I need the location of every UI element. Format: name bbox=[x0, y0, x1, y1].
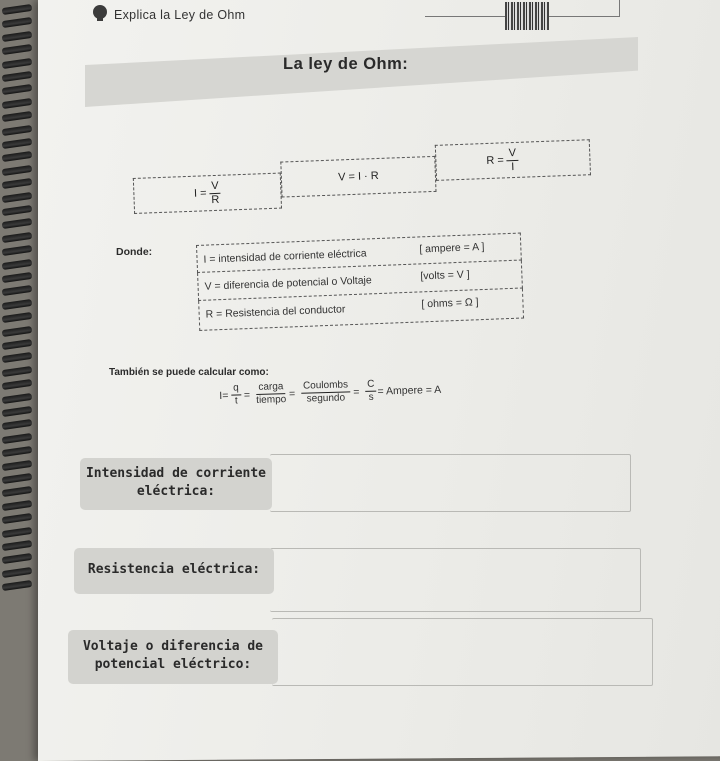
spiral-coil bbox=[2, 446, 33, 457]
header-title: Explica la Ley de Ohm bbox=[114, 8, 246, 22]
spiral-coil bbox=[2, 500, 33, 511]
fraction-numerator: C bbox=[365, 380, 377, 392]
spiral-coil bbox=[2, 285, 33, 296]
spiral-coil bbox=[2, 71, 33, 82]
fraction-numerator: V bbox=[209, 180, 221, 193]
formula-voltage-text: V = I · R bbox=[337, 169, 379, 184]
spiral-coil bbox=[2, 232, 33, 243]
spiral-coil bbox=[2, 205, 33, 216]
definition-unit: [volts = V ] bbox=[420, 268, 470, 283]
answer-area-voltage bbox=[272, 618, 653, 686]
definition-unit: [ ohms = Ω ] bbox=[421, 296, 479, 311]
spiral-coil bbox=[2, 138, 33, 149]
page-title: La ley de Ohm: bbox=[283, 55, 409, 73]
equation-fraction-c-s bbox=[365, 380, 377, 403]
donde-label: Donde: bbox=[116, 246, 153, 258]
fraction-numerator: q bbox=[231, 383, 241, 395]
spiral-coil bbox=[2, 473, 33, 484]
spiral-coil bbox=[2, 527, 33, 538]
spiral-coil bbox=[2, 339, 33, 350]
definition-desc: I = intensidad de corriente eléctrica bbox=[203, 247, 367, 266]
spiral-coil bbox=[2, 299, 33, 310]
spiral-coil bbox=[2, 580, 33, 591]
answer-area-resistance bbox=[270, 548, 641, 612]
lightbulb-head-icon bbox=[93, 5, 107, 19]
spiral-coil bbox=[2, 44, 33, 55]
formula-resistance-lhs: R = bbox=[486, 154, 505, 168]
equation-fraction-coulombs-segundo bbox=[301, 380, 351, 404]
fraction-denominator: tiempo bbox=[256, 394, 287, 406]
equation-fraction-carga-tiempo bbox=[256, 382, 287, 406]
spiral-coil bbox=[2, 4, 33, 15]
spiral-coil bbox=[2, 433, 33, 444]
formula-current bbox=[133, 173, 282, 214]
fraction-denominator: segundo bbox=[306, 392, 346, 405]
equation-lhs: I= bbox=[219, 389, 229, 402]
spiral-binding bbox=[0, 0, 34, 761]
equation-tail: = Ampere = A bbox=[377, 383, 442, 398]
spiral-coil bbox=[2, 460, 33, 471]
spiral-coil bbox=[2, 540, 33, 551]
spiral-coil bbox=[2, 58, 33, 69]
spiral-coil bbox=[2, 567, 33, 578]
fraction-denominator: t bbox=[234, 395, 238, 407]
spiral-coil bbox=[2, 245, 33, 256]
spiral-coil bbox=[2, 98, 33, 109]
fraction-denominator: R bbox=[211, 193, 220, 206]
fraction-denominator: I bbox=[511, 160, 515, 173]
definition-desc: V = diferencia de potencial o Voltaje bbox=[204, 274, 372, 293]
formula-voltage bbox=[280, 156, 436, 198]
spiral-coil bbox=[2, 312, 33, 323]
spiral-coil bbox=[2, 218, 33, 229]
spiral-coil bbox=[2, 151, 33, 162]
section-title-voltage: Voltaje o diferencia de potencial eléctrico: bbox=[82, 639, 263, 672]
definition-unit: [ ampere = A ] bbox=[419, 240, 485, 256]
section-title-resistance: Resistencia eléctrica: bbox=[87, 562, 261, 577]
definition-desc: R = Resistencia del conductor bbox=[205, 303, 346, 321]
spiral-coil bbox=[2, 31, 33, 42]
barcode-icon bbox=[505, 2, 549, 30]
fraction-numerator: carga bbox=[256, 382, 285, 395]
spiral-coil bbox=[2, 272, 33, 283]
equation-fraction-q-t bbox=[231, 383, 241, 406]
spiral-coil bbox=[2, 259, 33, 270]
formula-resistance bbox=[435, 139, 591, 181]
spiral-coil bbox=[2, 17, 33, 28]
fraction-numerator: Coulombs bbox=[301, 380, 350, 393]
definitions-table bbox=[196, 233, 524, 341]
equals-sign: = bbox=[353, 385, 360, 398]
spiral-coil bbox=[2, 393, 33, 404]
spiral-coil bbox=[2, 366, 33, 377]
spiral-coil bbox=[2, 178, 33, 189]
formula-resistance-fraction bbox=[506, 147, 518, 172]
spiral-coil bbox=[2, 326, 33, 337]
spiral-coil bbox=[2, 406, 33, 417]
spiral-coil bbox=[2, 111, 33, 122]
equals-sign: = bbox=[288, 387, 296, 400]
formula-current-fraction bbox=[209, 180, 221, 205]
section-title-intensity: Intensidad de corriente eléctrica: bbox=[85, 466, 266, 499]
spiral-coil bbox=[2, 84, 33, 95]
spiral-coil bbox=[2, 379, 33, 390]
also-label: También se puede calcular como: bbox=[109, 367, 269, 378]
fraction-denominator: s bbox=[368, 391, 374, 403]
spiral-coil bbox=[2, 352, 33, 363]
spiral-coil bbox=[2, 513, 33, 524]
spiral-coil bbox=[2, 125, 33, 136]
equals-sign: = bbox=[243, 388, 251, 401]
spiral-coil bbox=[2, 192, 33, 203]
spiral-coil bbox=[2, 165, 33, 176]
spiral-coil bbox=[2, 486, 33, 497]
formula-current-lhs: I = bbox=[193, 187, 207, 200]
answer-area-intensity bbox=[270, 454, 631, 512]
fraction-numerator: V bbox=[506, 147, 518, 160]
spiral-coil bbox=[2, 553, 33, 564]
spiral-coil bbox=[2, 419, 33, 430]
